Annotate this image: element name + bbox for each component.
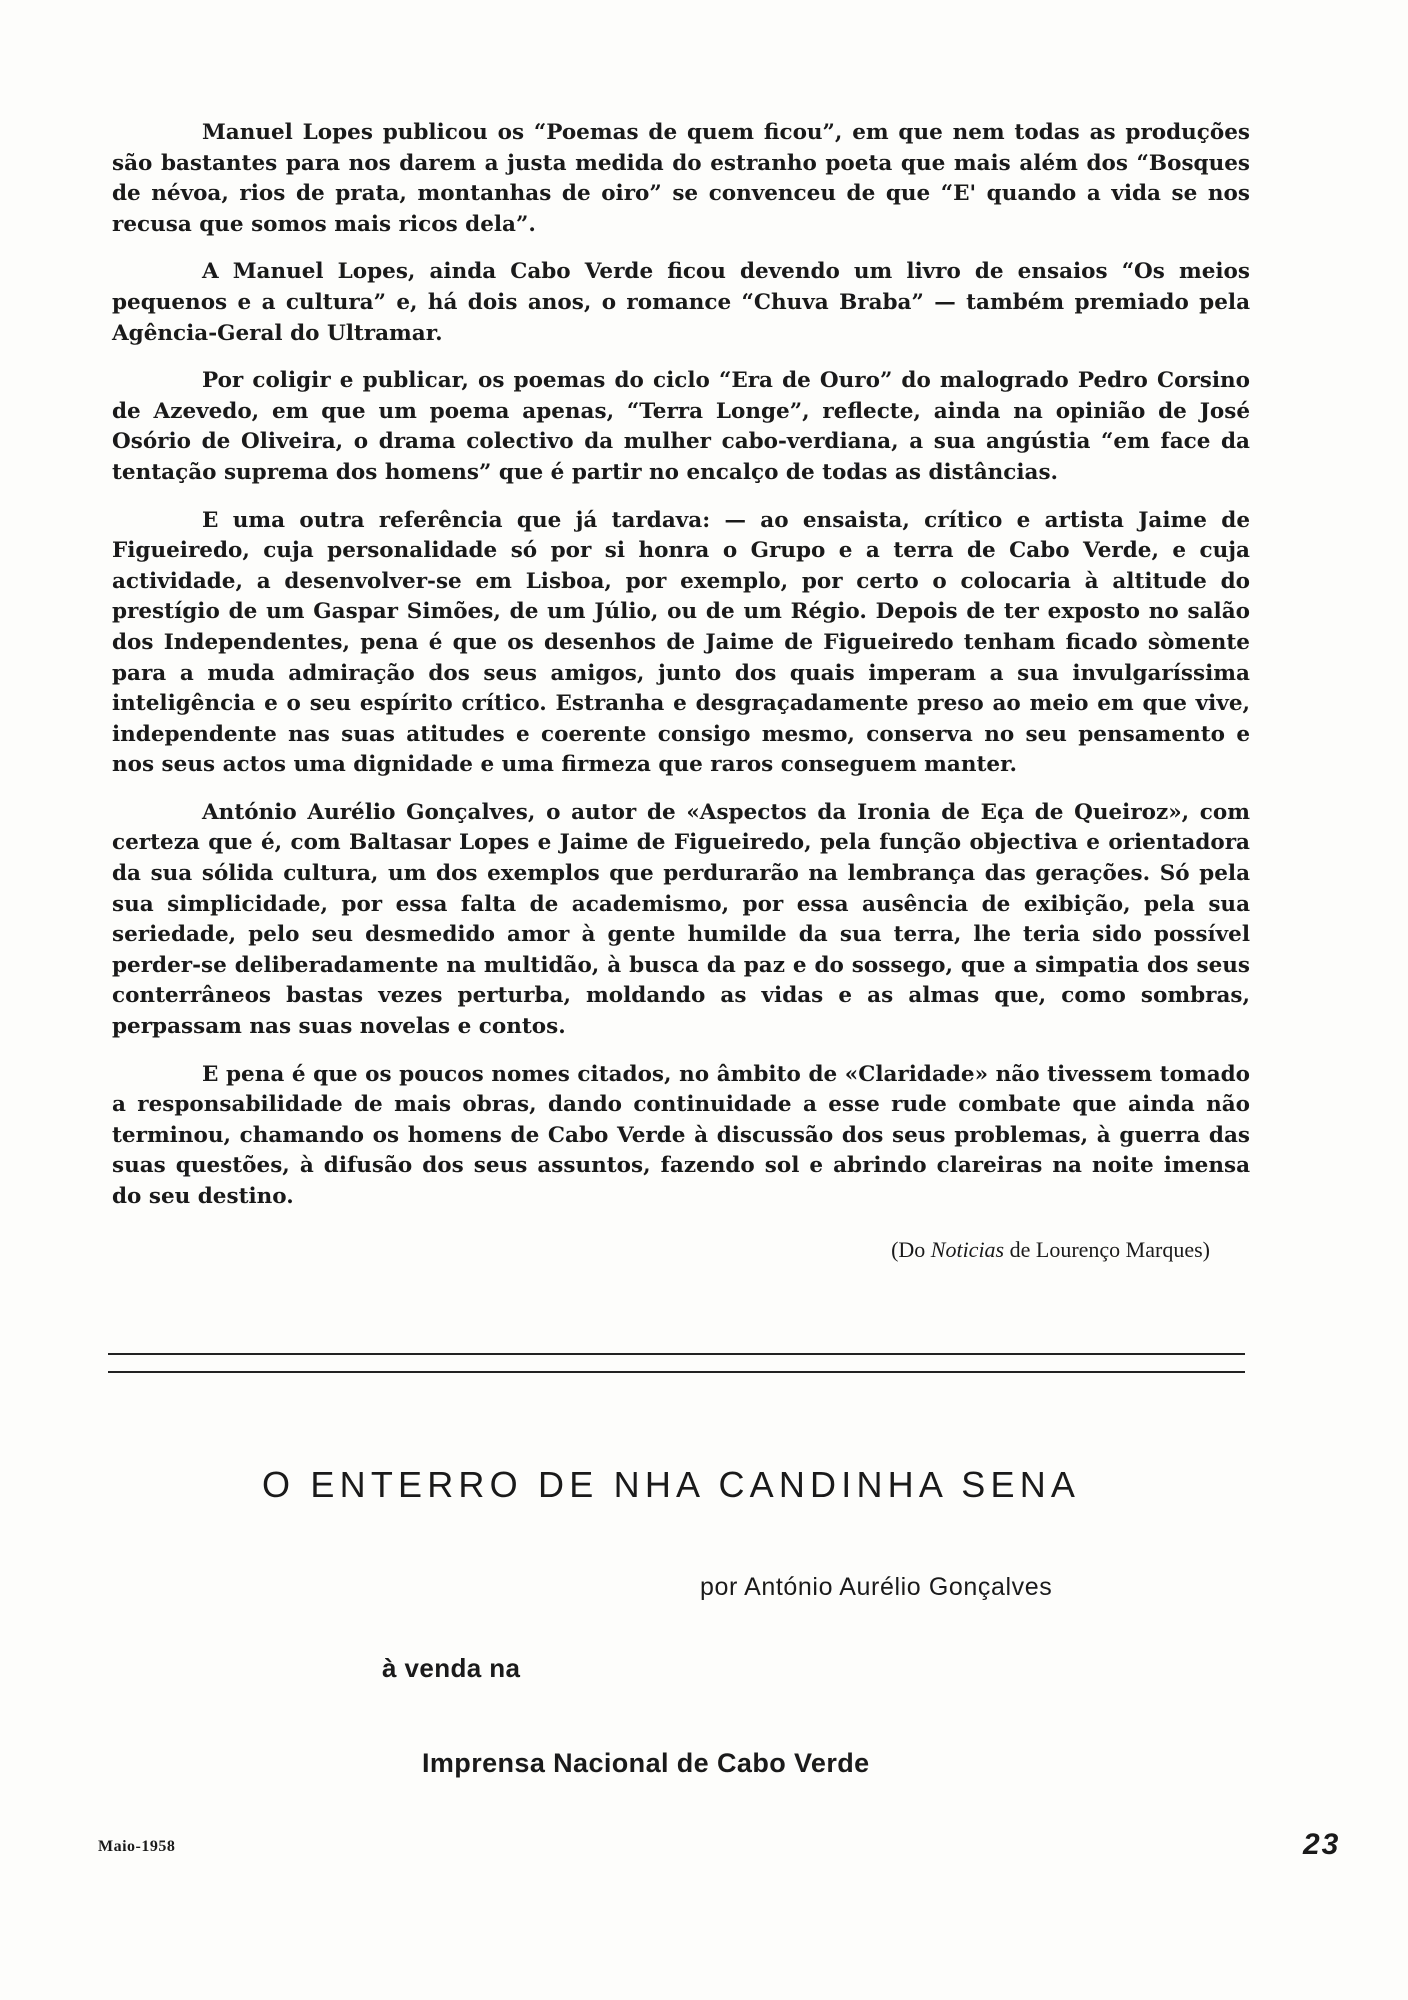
paragraph-pedro-corsino: Por coligir e publicar, os poemas do ciclo “Era de Ouro” do malogrado Pedro Corsino de Azevedo, em que um poema apenas, “Terra Longe”, reflecte, ainda na opinião de José Osório de Oliveira, o drama colectivo da mulher cabo-verdiana, a sua angústia “em face da tentação suprema dos homens” que é partir no encalço de todas as distâncias. <box>112 368 1250 485</box>
paragraph-manuel-lopes-essays: A Manuel Lopes, ainda Cabo Verde ficou devendo um livro de ensaios “Os meios pequenos e a cultura” e, há dois anos, o romance “Chuva Braba” — também premiado pela Agência-Geral do Ultramar. <box>112 259 1250 346</box>
sale-notice: à venda na <box>382 1653 521 1683</box>
issue-date: Maio-1958 <box>98 1838 176 1855</box>
source-prefix: (Do <box>891 1237 931 1262</box>
article-body <box>112 118 1250 1230</box>
divider-line-bottom <box>108 1371 1245 1373</box>
book-author: por António Aurélio Gonçalves <box>700 1573 1053 1601</box>
paragraph-conclusion: E pena é que os poucos nomes citados, no âmbito de «Claridade» não tivessem tomado a responsabilidade de mais obras, dando continuidade a esse rude combate que ainda não terminou, chamando os homens de Cabo Verde à discussão dos seus problemas, à guerra das suas questões, à difusão dos seus assuntos, fazendo sol e abrindo clareiras na noite imensa do seu destino. <box>112 1061 1250 1209</box>
book-title: O ENTERRO DE NHA CANDINHA SENA <box>262 1464 1081 1505</box>
paragraph-antonio-aurelio: António Aurélio Gonçalves, o autor de «Aspectos da Ironia de Eça de Queiroz», com certeza que é, com Baltasar Lopes e Jaime de Figueiredo, pela função objectiva e orientadora da sua sólida cultura, um dos exemplos que perdurarão na lembrança das gerações. Só pela sua simplicidade, por essa falta de academismo, por essa ausência de exibição, pela sua seriedade, pelo seu desmedido amor à gente humilde da sua terra, lhe teria sido possível perder-se deliberadamente na multidão, à busca da paz e do sossego, que a simpatia dos seus conterrâneos bastas vezes perturba, moldando as vidas e as almas que, como sombras, perpassam nas suas novelas e contos. <box>112 799 1250 1040</box>
source-suffix: de Lourenço Marques) <box>1004 1237 1210 1262</box>
source-newspaper: Noticias <box>930 1237 1005 1262</box>
paragraph-jaime-de-figueiredo: E uma outra referência que já tardava: — ao ensaista, crítico e artista Jaime de Figueiredo, cuja personalidade só por si honra o Grupo e a terra de Cabo Verde, e cuja actividade, a desenvolver-se em Lisboa, por exemplo, por certo o colocaria à altitude do prestígio de um Gaspar Simões, de um Júlio, ou de um Régio. Depois de ter exposto no salão dos Independentes, pena é que os desenhos de Jaime de Figueiredo tenham ficado sòmente para a muda admiração dos seus amigos, junto dos quais imperam a sua invulgaríssima inteligência e o seu espírito crítico. Estranha e desgraçadamente preso ao meio em que vive, independente nas suas atitudes e coerente consigo mesmo, conserva no seu pensamento e nos seus actos uma dignidade e uma firmeza que raros conseguem manter. <box>112 507 1250 778</box>
paragraph-manuel-lopes-poems: Manuel Lopes publicou os “Poemas de quem ficou”, em que nem todas as produções são bastantes para nos darem a justa medida do estranho poeta que mais além dos “Bosques de névoa, rios de prata, montanhas de oiro” se convenceu de que “E' quando a vida se nos recusa que somos mais ricos dela”. <box>112 120 1250 237</box>
divider-line-top <box>108 1353 1245 1355</box>
page-number: 23 <box>1303 1828 1341 1861</box>
publisher-name: Imprensa Nacional de Cabo Verde <box>422 1748 870 1778</box>
article-source <box>810 1237 1210 1263</box>
